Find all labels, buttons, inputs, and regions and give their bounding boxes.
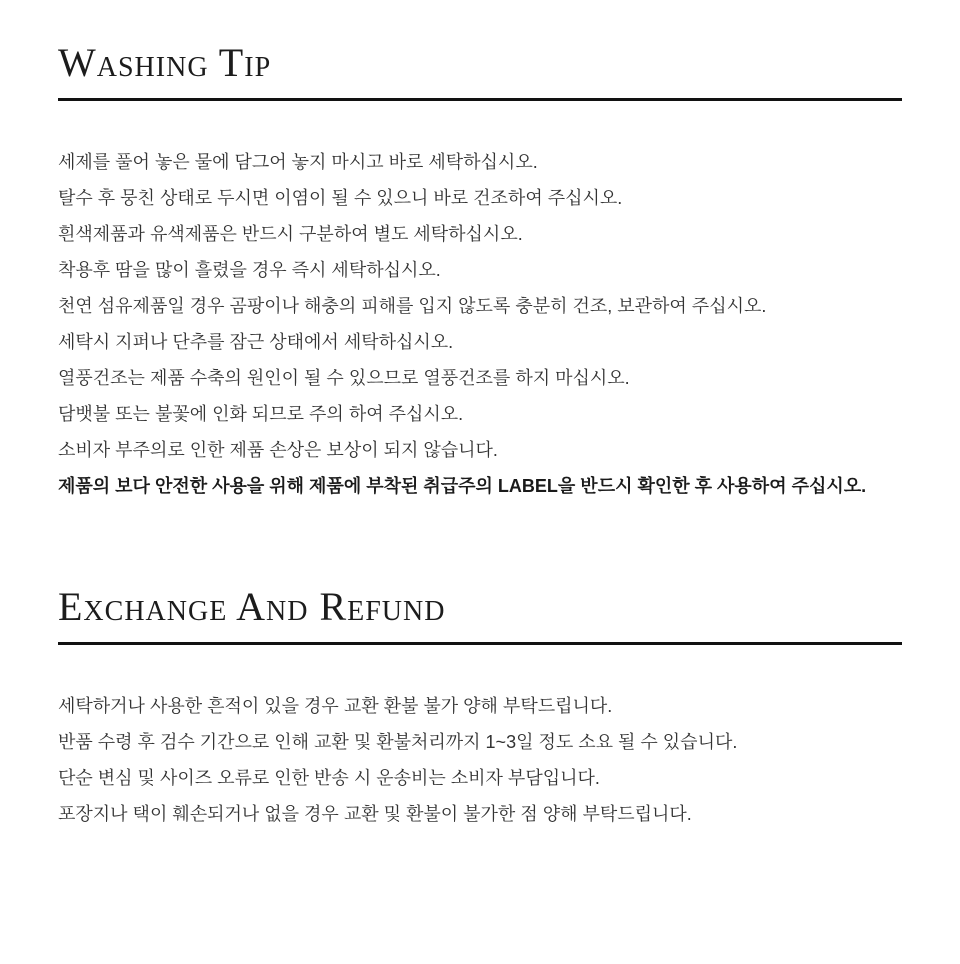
washing-tip-divider <box>58 98 902 101</box>
washing-tip-emphasis-line: 제품의 보다 안전한 사용을 위해 제품에 부착된 취급주의 LABEL을 반드시 확인한 후 사용하여 주십시오. <box>58 476 867 496</box>
washing-tip-lines <box>58 144 902 504</box>
exchange-refund-line: 포장지나 택이 훼손되거나 없을 경우 교환 및 환불이 불가한 점 양해 부탁드립니다. <box>58 804 692 824</box>
exchange-refund-section <box>58 584 902 832</box>
exchange-refund-divider <box>58 642 902 645</box>
exchange-refund-lines <box>58 688 902 832</box>
washing-tip-line: 세제를 풀어 놓은 물에 담그어 놓지 마시고 바로 세탁하십시오. <box>58 152 538 172</box>
washing-tip-line: 흰색제품과 유색제품은 반드시 구분하여 별도 세탁하십시오. <box>58 224 523 244</box>
washing-tip-line: 천연 섬유제품일 경우 곰팡이나 해충의 피해를 입지 않도록 충분히 건조, 보관하여 주십시오. <box>58 296 767 316</box>
product-info-page <box>0 40 960 964</box>
washing-tip-title: Washing Tip <box>58 40 272 85</box>
exchange-refund-title: Exchange And Refund <box>58 584 446 629</box>
washing-tip-section <box>58 40 902 504</box>
washing-tip-line: 소비자 부주의로 인한 제품 손상은 보상이 되지 않습니다. <box>58 440 498 460</box>
exchange-refund-line: 반품 수령 후 검수 기간으로 인해 교환 및 환불처리까지 1~3일 정도 소요 될 수 있습니다. <box>58 732 738 752</box>
washing-tip-line: 착용후 땀을 많이 흘렸을 경우 즉시 세탁하십시오. <box>58 260 441 280</box>
exchange-refund-line: 세탁하거나 사용한 흔적이 있을 경우 교환 환불 불가 양해 부탁드립니다. <box>58 696 613 716</box>
washing-tip-line: 담뱃불 또는 불꽃에 인화 되므로 주의 하여 주십시오. <box>58 404 464 424</box>
washing-tip-line: 탈수 후 뭉친 상태로 두시면 이염이 될 수 있으니 바로 건조하여 주십시오. <box>58 188 623 208</box>
exchange-refund-line: 단순 변심 및 사이즈 오류로 인한 반송 시 운송비는 소비자 부담입니다. <box>58 768 600 788</box>
washing-tip-line: 세탁시 지퍼나 단추를 잠근 상태에서 세탁하십시오. <box>58 332 454 352</box>
washing-tip-line: 열풍건조는 제품 수축의 원인이 될 수 있으므로 열풍건조를 하지 마십시오. <box>58 368 630 388</box>
